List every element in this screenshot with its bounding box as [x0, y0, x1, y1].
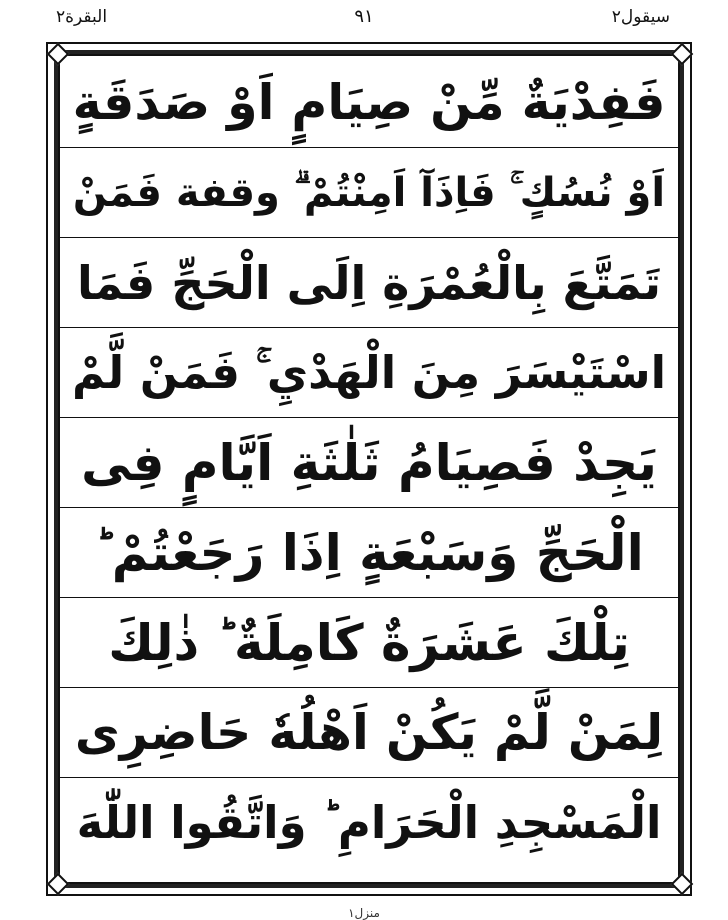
verse-text: تِلْكَ عَشَرَةٌ كَامِلَةٌ ؕ ذٰلِكَ — [108, 613, 630, 672]
verse-text: اَوْ نُسُكٍ ۚ فَاِذَآ اَمِنْتُمْ ۗ وقفة فَمَنْ — [72, 169, 666, 216]
verse-line — [60, 778, 678, 868]
verse-line — [60, 58, 678, 148]
verse-line — [60, 418, 678, 508]
verse-text: فَفِدْيَةٌ مِّنْ صِيَامٍ اَوْ صَدَقَةٍ — [72, 73, 666, 131]
verse-line — [60, 148, 678, 238]
verse-text: تَمَتَّعَ بِالْعُمْرَةِ اِلَى الْحَجِّ فَمَا — [77, 255, 661, 310]
verse-text: الْحَجِّ وَسَبْعَةٍ اِذَا رَجَعْتُمْ ؕ — [94, 523, 644, 582]
verse-text: اسْتَيْسَرَ مِنَ الْهَدْيِ ۚ فَمَنْ لَّمْ — [71, 345, 667, 399]
verse-line — [60, 688, 678, 778]
verse-text: الْمَسْجِدِ الْحَرَامِ ؕ وَاتَّقُوا اللّٰهَ — [76, 796, 662, 849]
verse-line — [60, 238, 678, 328]
header-surah-name: البقرة٢ — [56, 7, 108, 27]
verse-text: يَجِدْ فَصِيَامُ ثَلٰثَةِ اَيَّامٍ فِى — [81, 433, 657, 492]
verse-line — [60, 508, 678, 598]
verse-text: لِمَنْ لَّمْ يَكُنْ اَهْلُهٗ حَاضِرِى — [74, 703, 664, 761]
manzil-label: منزل١ — [348, 906, 380, 920]
verse-line — [60, 328, 678, 418]
verse-line — [60, 598, 678, 688]
page-number: ٩١ — [354, 6, 374, 27]
header-juz-name: سيقول٢ — [611, 7, 670, 27]
